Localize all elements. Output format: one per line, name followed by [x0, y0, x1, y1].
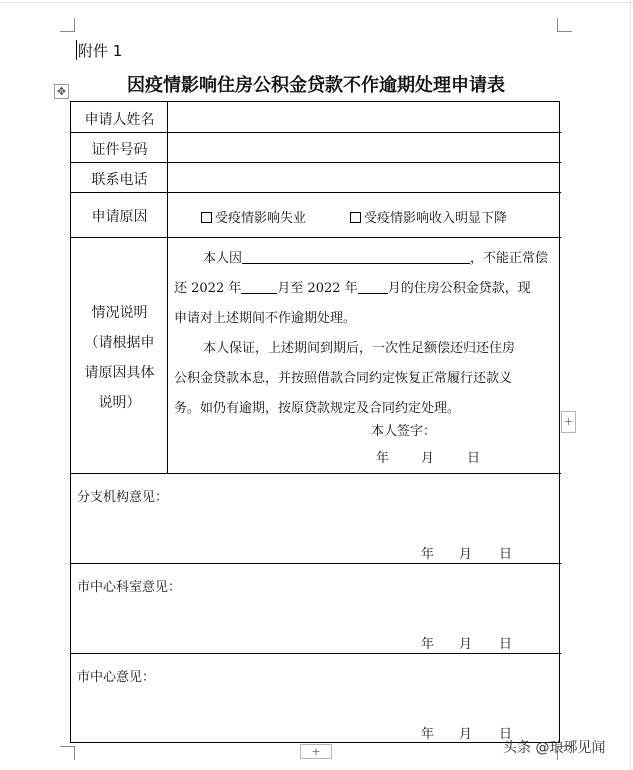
branch-date-year: 年: [421, 547, 435, 562]
attachment-label: 附件 1: [78, 42, 123, 60]
add-column-icon[interactable]: +: [561, 411, 576, 433]
city-section-date-year: 年: [421, 637, 435, 652]
add-row-icon[interactable]: +: [300, 744, 332, 759]
reason-option-unemployed-text: 受疫情影响失业: [215, 211, 307, 226]
situation-line-2-a: 还 2022 年: [174, 281, 242, 296]
situation-line-4: 本人保证，上述期间到期后，一次性足额偿还归还住房: [203, 341, 516, 356]
branch-date-day: 日: [499, 547, 513, 562]
crop-mark-bottom-left: [74, 746, 75, 760]
application-form-table: [70, 101, 560, 743]
checkbox-icon[interactable]: [201, 212, 212, 223]
situation-label-line-2: （请根据申: [84, 335, 155, 351]
branch-date-month: 月: [459, 547, 473, 562]
city-center-date-day: 日: [499, 727, 513, 742]
situation-line-2-c: 月的住房公积金贷款，现: [387, 281, 531, 296]
applicant-name-label: 申请人姓名: [84, 112, 155, 128]
situation-date-year: 年: [376, 451, 390, 466]
reason-option-income-drop[interactable]: [350, 207, 507, 226]
phone-input[interactable]: [168, 163, 560, 192]
situation-line-1-prefix: 本人因: [203, 251, 243, 266]
city-center-date-year: 年: [421, 727, 435, 742]
crop-mark-top-right: [557, 18, 558, 32]
crop-mark-top-left-h: [60, 31, 74, 32]
city-section-opinion-label: 市中心科室意见：: [77, 580, 182, 595]
end-month-blank[interactable]: [358, 279, 388, 294]
situation-date: [71, 447, 561, 465]
reason-blank[interactable]: [242, 249, 470, 264]
page-edge-right: [630, 0, 631, 770]
branch-opinion-date: [71, 543, 561, 561]
checkbox-icon[interactable]: [350, 212, 361, 223]
reason-label: 申请原因: [91, 209, 148, 225]
situation-label-line-3: 请原因具体: [84, 365, 155, 381]
situation-label-line-1: 情况说明: [91, 305, 148, 321]
signature-label: 本人签字：: [371, 424, 437, 439]
situation-line-5: 公积金贷款本息，并按照借款合同约定恢复正常履行还款义: [174, 371, 513, 386]
crop-mark-top-left: [74, 18, 75, 32]
id-number-label: 证件号码: [91, 142, 148, 158]
row-divider: [71, 192, 561, 193]
city-center-opinion-label: 市中心意见：: [77, 670, 156, 685]
start-month-blank[interactable]: [241, 279, 277, 294]
situation-line-1: [203, 247, 548, 266]
phone-label: 联系电话: [91, 172, 148, 188]
city-section-opinion-date: [71, 633, 561, 651]
situation-line-3: 申请对上述期间不作逾期处理。: [174, 311, 357, 326]
applicant-name-input[interactable]: [168, 102, 560, 132]
city-center-opinion-date: [71, 723, 561, 741]
text-cursor: [76, 40, 77, 60]
city-section-date-month: 月: [459, 637, 473, 652]
situation-line-1-suffix: ，不能正常偿: [470, 251, 549, 266]
situation-date-month: 月: [421, 451, 435, 466]
reason-option-unemployed[interactable]: [201, 207, 306, 226]
situation-line-2: [174, 277, 531, 296]
situation-line-2-b: 月至 2022 年: [277, 281, 358, 296]
situation-label-line-4: 说明）: [98, 395, 141, 411]
id-number-input[interactable]: [168, 133, 560, 162]
crop-mark-bottom-left-h: [60, 746, 74, 747]
form-title: 因疫情影响住房公积金贷款不作逾期处理申请表: [127, 75, 505, 96]
page-edge-top: [0, 2, 633, 3]
watermark: 头条 @琅琊见闻: [503, 740, 606, 756]
situation-line-6: 务。如仍有逾期，按原贷款规定及合同约定处理。: [174, 401, 461, 416]
crop-mark-top-right-h: [558, 31, 572, 32]
city-section-date-day: 日: [499, 637, 513, 652]
table-move-handle-icon[interactable]: ✥: [54, 84, 69, 99]
situation-date-day: 日: [467, 451, 481, 466]
city-center-date-month: 月: [459, 727, 473, 742]
branch-opinion-label: 分支机构意见：: [77, 490, 169, 505]
row-divider: [71, 237, 561, 238]
reason-option-income-drop-text: 受疫情影响收入明显下降: [364, 211, 508, 226]
